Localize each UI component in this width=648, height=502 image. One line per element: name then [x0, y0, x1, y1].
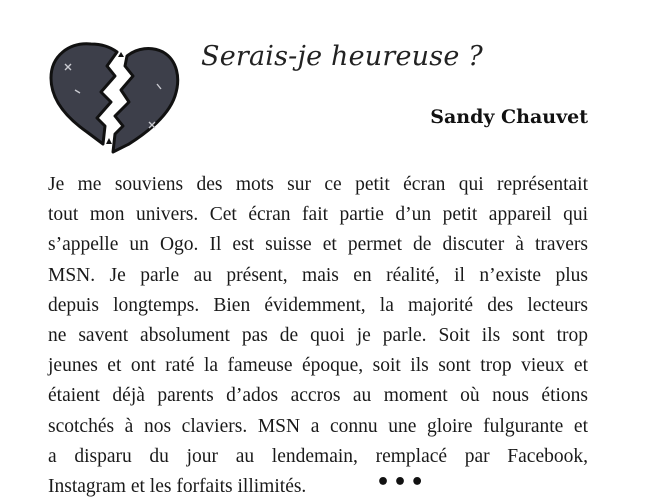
- body-line: MSN. Je parle au présent, mais en réalité, il n’existe plus: [48, 264, 588, 286]
- body-line: scotchés à nos claviers. MSN a connu une gloire fulgurante et: [48, 415, 588, 437]
- broken-heart-icon: [45, 38, 185, 156]
- continuation-ellipsis: •••: [376, 470, 428, 495]
- body-line: jeunes et ont raté la fameuse époque, soit ils sont trop vieux et: [48, 355, 588, 377]
- body-line: tout mon univers. Cet écran fait partie d’un petit appareil qui: [48, 204, 588, 226]
- body-line: s’appelle un Ogo. Il est suisse et permet de discuter à travers: [48, 234, 588, 256]
- author-name: Sandy Chauvet: [430, 106, 588, 128]
- body-line: depuis longtemps. Bien évidemment, la majorité des lecteurs: [48, 294, 588, 316]
- body-line: Instagram et les forfaits illimités.: [48, 476, 307, 498]
- body-line: a disparu du jour au lendemain, remplacé par Facebook,: [48, 445, 588, 467]
- body-line: étaient déjà parents d’ados accros au moment où nous étions: [48, 385, 588, 407]
- article-title: Serais-je heureuse ?: [201, 41, 483, 72]
- body-line: Je me souviens des mots sur ce petit écran qui représentait: [48, 174, 588, 195]
- article-body: [48, 170, 588, 502]
- body-line: ne savent absolument pas de quoi je parle. Soit ils sont trop: [48, 325, 588, 347]
